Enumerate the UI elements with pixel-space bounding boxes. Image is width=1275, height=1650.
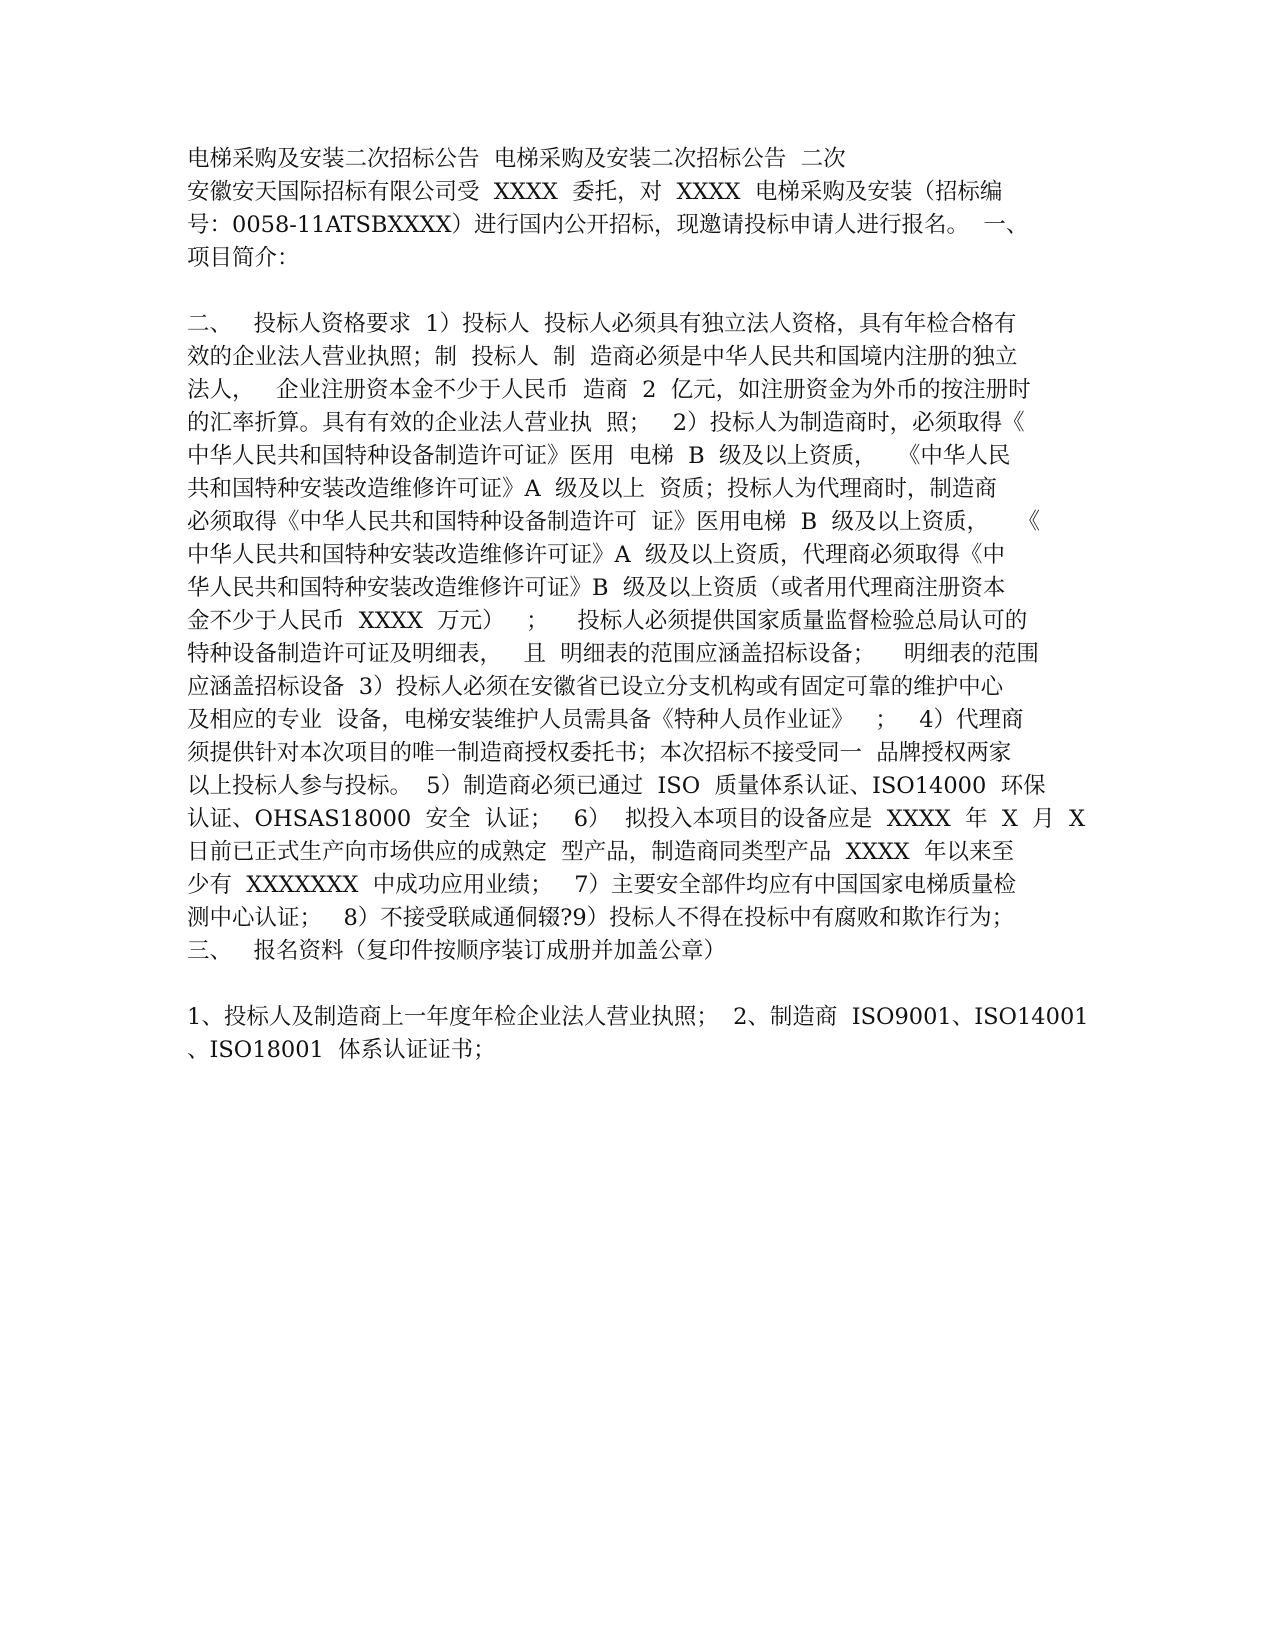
paragraph-gap — [187, 275, 1097, 308]
text-line: 须提供针对本次项目的唯一制造商授权委托书；本次招标不接受同一 品牌授权两家 — [187, 740, 1012, 766]
text-line: 以上投标人参与投标。 5）制造商必须已通过 ISO 质量体系认证、ISO14000 环保 — [187, 773, 1046, 799]
text-line: 号：0058-11ATSBXXXX）进行国内公开招标，现邀请投标申请人进行报名。 一、 — [187, 212, 1029, 238]
text-line: 特种设备制造许可证及明细表， 且 明细表的范围应涵盖招标设备； 明细表的范围 — [187, 641, 1039, 667]
text-line: 效的企业法人营业执照；制 投标人 制 造商必须是中华人民共和国境内注册的独立 — [187, 344, 1018, 370]
text-line: 安徽安天国际招标有限公司受 XXXX 委托，对 XXXX 电梯采购及安装（招标编 — [187, 179, 1003, 205]
text-line: 及相应的专业 设备，电梯安装维护人员需具备《特种人员作业证》 ； 4）代理商 — [187, 707, 1024, 733]
text-line: 、ISO18001 体系认证证书； — [187, 1037, 496, 1063]
text-line: 中华人民共和国特种安装改造维修许可证》A 级及以上资质，代理商必须取得《中 — [187, 542, 1006, 568]
text-line: 金不少于人民币 XXXX 万元） ； 投标人必须提供国家质量监督检验总局认可的 — [187, 608, 1028, 634]
text-line: 法人， 企业注册资本金不少于人民币 造商 2 亿元，如注册资金为外币的按注册时 — [187, 377, 1031, 403]
text-line: 认证、OHSAS18000 安全 认证； 6） 拟投入本项目的设备应是 XXXX 年 X 月 X — [187, 806, 1086, 832]
text-line: 中华人民共和国特种设备制造许可证》医用 电梯 B 级及以上资质， 《中华人民 — [187, 443, 1011, 469]
title-line: 电梯采购及安装二次招标公告 电梯采购及安装二次招标公告 二次 — [187, 146, 846, 172]
text-line: 1、投标人及制造商上一年度年检企业法人营业执照； 2、制造商 ISO9001、ISO14001 — [187, 1004, 1089, 1030]
text-line: 少有 XXXXXXX 中成功应用业绩； 7）主要安全部件均应有中国国家电梯质量检 — [187, 872, 1017, 898]
text-line: 应涵盖招标设备 3）投标人必须在安徽省已设立分支机构或有固定可靠的维护中心 — [187, 674, 1004, 700]
section-heading-line: 三、 报名资料（复印件按顺序装订成册并加盖公章） — [187, 938, 726, 964]
document-body — [187, 143, 1097, 1067]
text-line: 日前已正式生产向市场供应的成熟定 型产品，制造商同类型产品 XXXX 年以来至 — [187, 839, 1014, 865]
text-line: 华人民共和国特种安装改造维修许可证》B 级及以上资质（或者用代理商注册资本 — [187, 575, 1006, 601]
text-line: 必须取得《中华人民共和国特种设备制造许可 证》医用电梯 B 级及以上资质， 《 — [187, 509, 1041, 535]
text-line: 共和国特种安装改造维修许可证》A 级及以上 资质；投标人为代理商时，制造商 — [187, 476, 997, 502]
text-line: 的汇率折算。具有有效的企业法人营业执 照； 2）投标人为制造商时，必须取得《 — [187, 410, 1025, 436]
section-heading-line: 二、 投标人资格要求 1）投标人 投标人必须具有独立法人资格，具有年检合格有 — [187, 311, 1017, 337]
text-line: 测中心认证； 8）不接受联咸通侗辍?9）投标人不得在投标中有腐败和欺诈行为； — [187, 905, 1015, 931]
text-line: 项目简介： — [187, 245, 300, 271]
paragraph-gap — [187, 968, 1097, 1001]
